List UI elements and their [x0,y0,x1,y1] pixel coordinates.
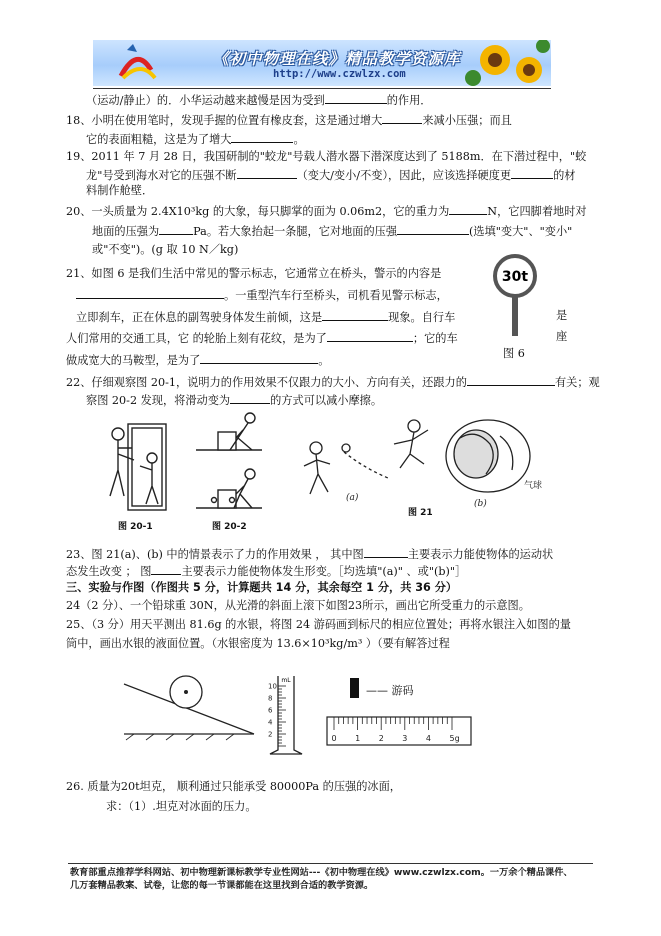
q26-line1: 26. 质量为20t坦克， 顺利通过只能承受 80000Pa 的压强的冰面， [66,780,401,793]
ruler-tick-label: 4 [425,734,431,743]
figure-24-ruler [326,716,474,748]
q19-line1: 19、2011 年 7 月 28 日，我国研制的"蛟龙"号载人潜水器下潜深度达到了 5188m．在下潜过程中，"蛟 [66,150,587,163]
figure-21b-balloon-illustration [446,420,542,509]
ruler-tick-label: 0 [331,734,337,743]
site-logo-icon [121,44,155,78]
q25-line1: 25、（3 分）用天平测出 81.6g 的水银，将图 24 游码画到标尺的相应位置处；再将水银注入如图的量 [66,618,571,631]
q19-line3: 料制作舱壁． [86,184,154,197]
sign-text: 30t [501,269,529,285]
section-3-heading: 三、实验与作图（作图共 5 分，计算题共 14 分，其余每空 1 分，共 36 分） [66,581,458,594]
cylinder-tick-label: 6 [268,706,273,715]
cylinder-unit: mL [281,677,291,684]
figure-23-incline [120,664,260,742]
balloon-label: 气球 [524,481,543,491]
q21-line4: 人们常用的交通工具，它 的轮胎上刻有花纹，是为了 ；它的车 [66,332,458,345]
figure-20-1-door-illustration [110,424,166,510]
q21-line3-tail: 是 [556,309,568,322]
footer-rule [68,863,593,864]
q25-line2: 筒中，画出水银的液面位置。（水银密度为 13.6×10³kg/m³ ）（要有解答过程 [66,637,450,650]
q20-line2: 地面的压强为 Pa。若大象抬起一条腿，它对地面的压强 (选填"变大"、"变小" [92,225,573,238]
q23-line1: 23、图 21(a)、(b) 中的情景表示了力的作用效果 ， 其中图 主要表示力能使物体的运动状 [66,548,554,561]
q19-line2: 龙"号受到海水对它的压强不断 （变大/变小/不变），因此，应该选择硬度更 的材 [86,169,576,182]
figure-6-caption: 图 6 [503,347,525,360]
q18-line1: 18、小明在使用笔时，发现手握的位置有橡皮套，这是通过增大 来减小压强；而且 [66,114,512,127]
banner-url[interactable]: http://www.czwlzx.com [273,68,406,80]
cylinder-tick-label: 2 [268,730,273,739]
figures-20-21 [88,408,558,530]
banner-title: 《初中物理在线》精品教学资源库 [213,50,461,68]
q23-line2: 态发生改变 ； 图 主要表示力能使物体发生形变。［均选填"(a)" 、或"(b)"］ [66,565,467,578]
q26-line2: 求：（1）.坦克对冰面的压力。 [106,800,257,813]
ruler-tick-label: 3 [402,734,408,743]
footer-line2: 几万套精品教案、试卷，让您的每一节课都能在这里找到合适的教学资源。 [70,880,374,891]
q21-line3: 立即刹车，正在休息的副驾驶身体发生前倾，这是 现象。自行车 [76,311,456,324]
q18-line2: 它的表面粗糙，这是为了增大 。 [86,133,305,146]
figure-20-1-caption: 图 20-1 [118,522,153,532]
q22-line2: 察图 20-2 发现，将滑动变为 的方式可以减小摩擦。 [86,394,383,407]
figure-24-measuring-cylinder [266,672,306,758]
q21-line1: 21、如图 6 是我们生活中常见的警示标志，它通常立在桥头，警示的内容是 [66,267,442,280]
fig21b-label: (b) [474,499,487,509]
figure-21-caption: 图 21 [408,508,433,518]
sunflower-icon [465,40,550,86]
ruler-tick-label: 1 [355,734,361,743]
q17-tail: （运动/静止）的．小华运动越来越慢是因为受到 的作用． [86,94,432,107]
ruler-tick-label: 2 [378,734,384,743]
figure-20-2-box-illustration [196,413,262,508]
ruler-tick-label: 5g [449,734,460,743]
fig21a-label: (a) [346,493,359,503]
q22-line1: 22、仔细观察图 20-1，说明力的作用效果不仅跟力的大小、方向有关，还跟力的 有关；观 [66,376,600,389]
header-rule [93,88,551,89]
header-banner [93,40,551,86]
q21-line2: 。一重型汽车行至桥头，司机看见警示标志， [76,287,448,303]
cylinder-tick-label: 8 [268,694,273,703]
figure-21a-soccer-illustration [304,420,428,503]
q20-line1: 20、一头质量为 2.4X10³kg 的大象，每只脚掌的面为 0.06m2，它的重力为 N，它四脚着地时对 [66,205,587,218]
rider-label: —— 游码 [366,684,414,697]
figure-6-weight-limit-sign [488,254,542,344]
cylinder-tick-label: 4 [268,718,273,727]
figure-20-2-caption: 图 20-2 [212,522,247,532]
q20-line3: 或"不变")。(g 取 10 N／kg) [92,243,239,256]
rider-block-icon [350,678,359,698]
q21-line4-tail: 座 [556,330,568,343]
footer-line1: 教育部重点推荐学科网站、初中物理新课标教学专业性网站---《初中物理在线》www.czwlzx.com。一万余个精品课件、 [70,867,573,878]
q21-line5: 做成宽大的马鞍型，是为了 。 [66,354,330,367]
q24-line: 24（2 分）、一个铅球重 30N，从光滑的斜面上滚下如图23所示，画出它所受重力的示意图。 [66,599,530,612]
cylinder-tick-label: 10 [268,682,277,691]
